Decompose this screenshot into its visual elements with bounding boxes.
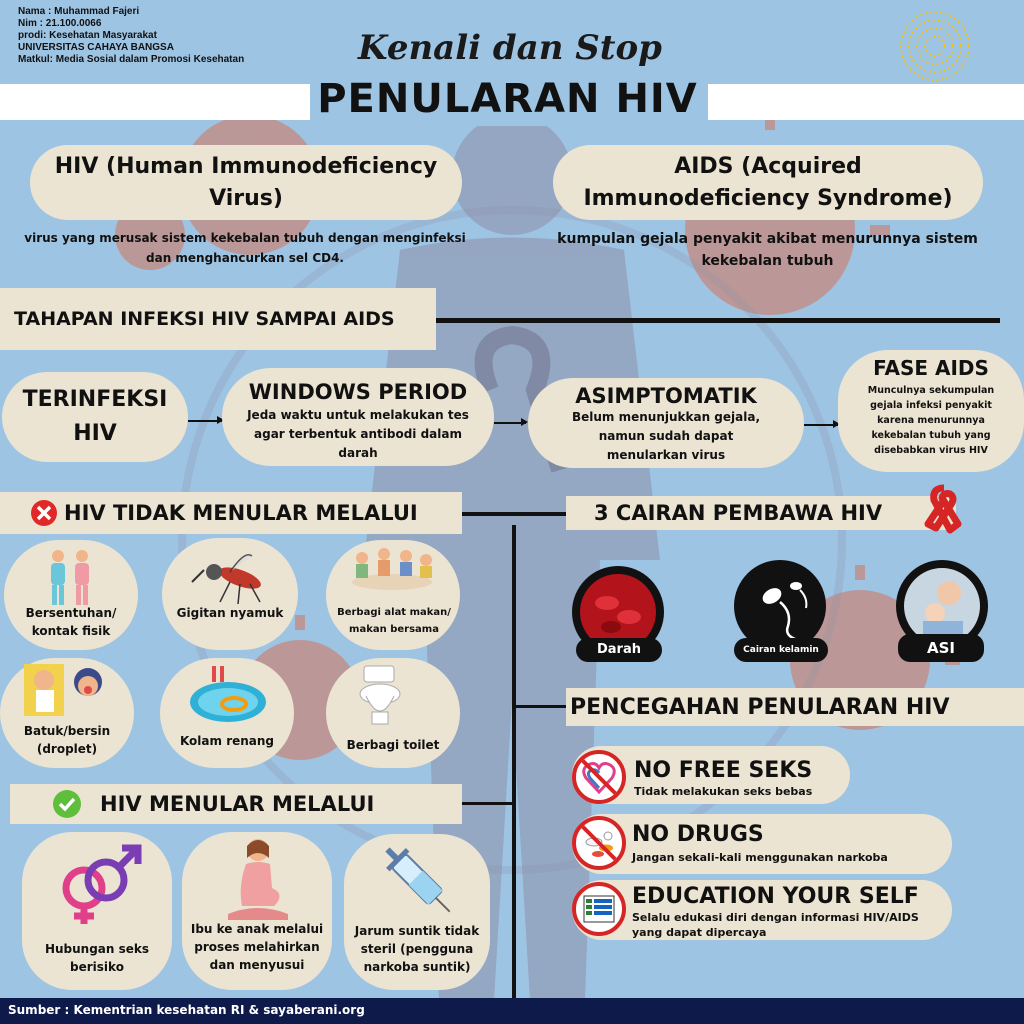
- fluid-breastmilk-label: ASI: [898, 634, 984, 662]
- hiv-description: virus yang merusak sistem kekebalan tubuh dengan menginfeksi dan menghancurkan sel CD4.: [24, 231, 466, 265]
- no-drugs-icon: [572, 816, 626, 870]
- stage-asymptomatic-title: ASIMPTOMATIK: [575, 384, 757, 408]
- globe-logo-icon: [895, 8, 975, 84]
- connector-transmitted: [462, 802, 514, 805]
- pregnant-woman-icon: [220, 836, 296, 920]
- not-item-eating-label: Berbagi alat makan/ makan bersama: [337, 607, 451, 635]
- not-transmitted-heading-box: [0, 492, 462, 534]
- stage-aids: [838, 350, 1024, 472]
- stage-window-desc: Jeda waktu untuk melakukan tes agar terbentuk antibodi dalam darah: [247, 408, 469, 460]
- no-sex-icon: [572, 750, 626, 804]
- fluid-genital-label: Cairan kelamin: [734, 638, 828, 662]
- cross-icon: [30, 499, 58, 527]
- stages-heading-box: [0, 288, 436, 350]
- title-bar-left: [0, 84, 315, 120]
- fluids-heading: 3 CAIRAN PEMBAWA HIV: [594, 501, 883, 525]
- aids-term-pill: [553, 145, 983, 220]
- stages-heading: TAHAPAN INFEKSI HIV SAMPAI AIDS: [14, 308, 395, 330]
- student-info: [18, 6, 244, 66]
- prevention-education-desc: Selalu edukasi diri dengan informasi HIV/AIDS yang dapat dipercaya: [632, 911, 919, 939]
- cough-sneeze-icon: [22, 662, 112, 718]
- fluid-blood-label: Darah: [576, 638, 662, 662]
- red-ribbon-icon: [920, 484, 968, 536]
- stage-asymptomatic: [528, 378, 804, 468]
- transmitted-heading-box: [10, 784, 462, 824]
- family-eating-icon: [344, 544, 440, 592]
- title-bar-right: [708, 84, 1024, 120]
- trans-item-sex-label: Hubungan seks berisiko: [44, 942, 150, 974]
- prevention-education-title: EDUCATION YOUR SELF: [632, 884, 919, 909]
- stage-arrow-3: [804, 424, 838, 426]
- page-title: PENULARAN HIV: [310, 76, 705, 126]
- trans-item-needle-label: Jarum suntik tidak steril (pengguna narkoba suntik): [354, 924, 480, 974]
- stage-arrow-1: [188, 420, 222, 422]
- stage-asymptomatic-desc: Belum menunjukkan gejala, namun sudah dapat menularkan virus: [571, 410, 761, 462]
- title-script: Kenali dan Stop: [358, 28, 662, 68]
- swimming-pool-icon: [188, 664, 270, 724]
- check-icon: [52, 789, 82, 819]
- transmitted-heading: HIV MENULAR MELALUI: [100, 792, 375, 816]
- toilet-icon: [356, 664, 406, 728]
- mosquito-icon: [190, 546, 274, 606]
- prevention-no-free-sex-title: NO FREE SEKS: [634, 758, 813, 783]
- not-item-pool-label: Kolam renang: [179, 734, 275, 748]
- stage-arrow-2: [494, 422, 526, 424]
- not-item-cough-label: Batuk/bersin (droplet): [23, 724, 111, 756]
- syringe-icon: [380, 842, 460, 922]
- hiv-term-pill: [30, 145, 462, 220]
- connector-vertical: [512, 525, 516, 1000]
- prevention-no-free-sex-desc: Tidak melakukan seks bebas: [634, 785, 813, 798]
- student-course: Matkul: Media Sosial dalam Promosi Kesehatan: [18, 54, 245, 65]
- education-icon: [572, 882, 626, 936]
- connector-prevention: [512, 705, 568, 708]
- connector-top: [462, 512, 566, 516]
- not-item-toilet-label: Berbagi toilet: [346, 738, 440, 752]
- prevention-no-drugs-desc: Jangan sekali-kali menggunakan narkoba: [632, 851, 888, 864]
- not-transmitted-heading: HIV TIDAK MENULAR MELALUI: [64, 501, 418, 525]
- student-name: Nama : Muhammad Fajeri: [18, 6, 140, 17]
- stage-aids-title: FASE AIDS: [873, 356, 989, 380]
- not-item-touch-label: Bersentuhan/ kontak fisik: [25, 606, 117, 638]
- sperm-icon: [742, 568, 818, 644]
- trans-item-mother-label: Ibu ke anak melalui proses melahirkan dan menyusui: [190, 922, 324, 972]
- fluids-heading-box: [566, 496, 956, 530]
- student-university: UNIVERSITAS CAHAYA BANGSA: [18, 42, 174, 53]
- aids-term: AIDS (Acquired Immunodeficiency Syndrome): [583, 153, 953, 211]
- student-prodi: prodi: Kesehatan Masyarakat: [18, 30, 157, 41]
- prevention-no-drugs-title: NO DRUGS: [632, 822, 764, 847]
- prevention-heading-box: [566, 688, 1024, 726]
- stage-window-title: WINDOWS PERIOD: [248, 380, 468, 404]
- stage-infected: [2, 372, 188, 462]
- hiv-term: HIV (Human Immunodeficiency Virus): [54, 153, 438, 211]
- aids-description: kumpulan gejala penyakit akibat menurunnya sistem kekebalan tubuh: [557, 231, 978, 269]
- student-nim: Nim : 21.100.0066: [18, 18, 102, 29]
- stage-infected-title: TERINFEKSI HIV: [22, 387, 168, 446]
- stage-window-period: [222, 368, 494, 466]
- footer-source: Sumber : Kementrian kesehatan RI & sayaberani.org: [0, 998, 1024, 1024]
- people-touch-icon: [42, 548, 98, 606]
- not-item-mosquito-label: Gigitan nyamuk: [176, 606, 284, 620]
- stage-aids-desc: Munculnya sekumpulan gejala infeksi penyakit karena menurunnya kekebalan tubuh yang disebabkan virus HIV: [867, 385, 995, 456]
- prevention-heading: PENCEGAHAN PENULARAN HIV: [570, 694, 950, 720]
- gender-symbols-icon: [52, 840, 144, 928]
- stages-divider: [436, 318, 1000, 323]
